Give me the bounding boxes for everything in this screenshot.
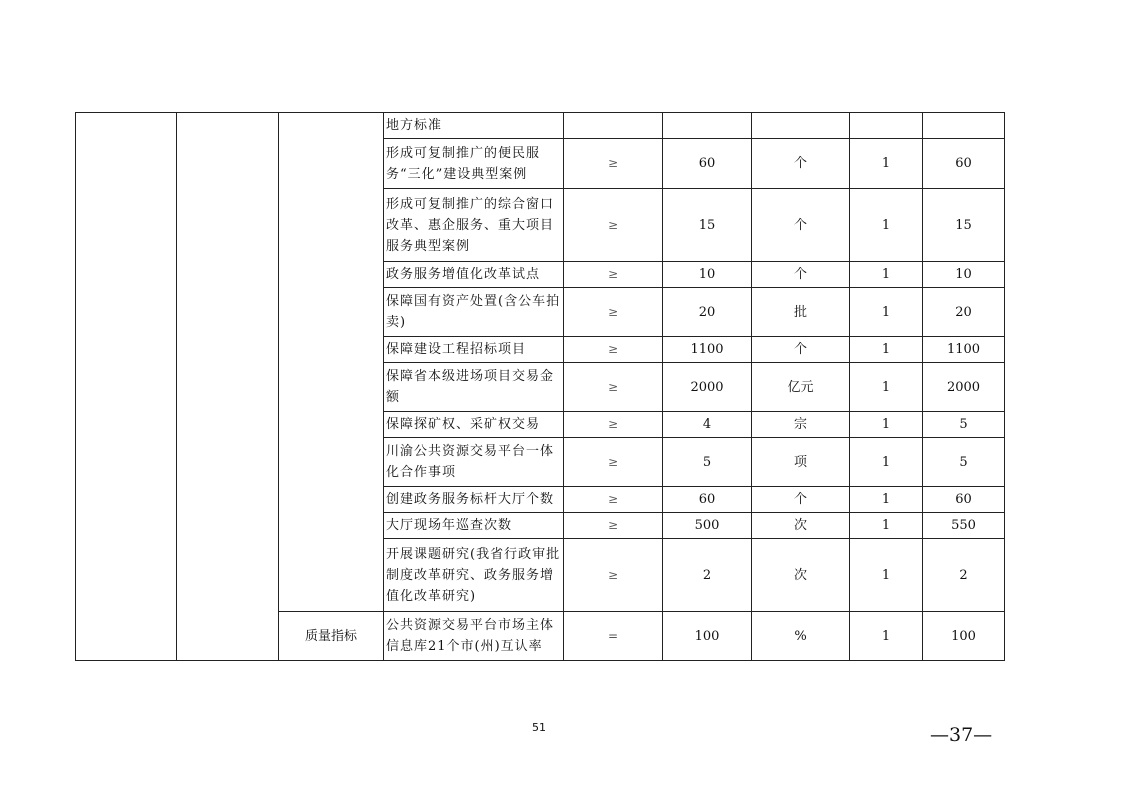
score: 5 <box>923 412 1005 438</box>
weight: 1 <box>850 363 923 412</box>
indicator-name: 形成可复制推广的综合窗口改革、惠企服务、重大项目服务典型案例 <box>384 189 564 262</box>
comparison-symbol: ≥ <box>564 337 663 363</box>
weight: 1 <box>850 139 923 189</box>
unit <box>752 113 850 139</box>
target-value: 2 <box>663 539 752 612</box>
unit: 次 <box>752 513 850 539</box>
weight: 1 <box>850 337 923 363</box>
unit: 项 <box>752 438 850 487</box>
page-number: 51 <box>532 721 546 734</box>
target-value: 2000 <box>663 363 752 412</box>
weight: 1 <box>850 189 923 262</box>
indicator-name: 保障国有资产处置(含公车拍 卖) <box>384 288 564 337</box>
unit: 个 <box>752 262 850 288</box>
weight: 1 <box>850 438 923 487</box>
indicator-table <box>75 112 1005 661</box>
score: 100 <box>923 612 1005 661</box>
score: 2000 <box>923 363 1005 412</box>
score: 1100 <box>923 337 1005 363</box>
target-value: 60 <box>663 139 752 189</box>
unit: 个 <box>752 139 850 189</box>
indicator-name: 大厅现场年巡查次数 <box>384 513 564 539</box>
blank-subcategory-cell <box>177 113 279 661</box>
score: 60 <box>923 139 1005 189</box>
comparison-symbol: ≥ <box>564 513 663 539</box>
comparison-symbol: ≥ <box>564 262 663 288</box>
target-value: 500 <box>663 513 752 539</box>
score: 10 <box>923 262 1005 288</box>
indicator-name: 川渝公共资源交易平台一体化合作事项 <box>384 438 564 487</box>
blank-indicator-type-cell <box>279 113 384 612</box>
weight: 1 <box>850 513 923 539</box>
unit: 个 <box>752 337 850 363</box>
blank-category-cell <box>76 113 177 661</box>
weight: 1 <box>850 539 923 612</box>
unit: 亿元 <box>752 363 850 412</box>
indicator-name: 保障建设工程招标项目 <box>384 337 564 363</box>
comparison-symbol <box>564 113 663 139</box>
target-value: 15 <box>663 189 752 262</box>
comparison-symbol: ≥ <box>564 288 663 337</box>
score: 15 <box>923 189 1005 262</box>
score: 60 <box>923 487 1005 513</box>
page-mark: —37— <box>930 724 993 746</box>
target-value: 1100 <box>663 337 752 363</box>
comparison-symbol: ≥ <box>564 539 663 612</box>
target-value <box>663 113 752 139</box>
score: 550 <box>923 513 1005 539</box>
target-value: 10 <box>663 262 752 288</box>
quality-indicator-label: 质量指标 <box>279 612 384 661</box>
target-value: 5 <box>663 438 752 487</box>
indicator-name: 形成可复制推广的便民服务“三化”建设典型案例 <box>384 139 564 189</box>
indicator-name: 公共资源交易平台市场主体信息库21个市(州)互认率 <box>384 612 564 661</box>
comparison-symbol: = <box>564 612 663 661</box>
indicator-name: 创建政务服务标杆大厅个数 <box>384 487 564 513</box>
unit: 个 <box>752 487 850 513</box>
target-value: 20 <box>663 288 752 337</box>
indicator-name: 地方标准 <box>384 113 564 139</box>
unit: 次 <box>752 539 850 612</box>
indicator-name: 保障省本级进场项目交易金额 <box>384 363 564 412</box>
indicator-name: 政务服务增值化改革试点 <box>384 262 564 288</box>
indicator-name: 保障探矿权、采矿权交易 <box>384 412 564 438</box>
comparison-symbol: ≥ <box>564 363 663 412</box>
weight: 1 <box>850 487 923 513</box>
score: 20 <box>923 288 1005 337</box>
unit: % <box>752 612 850 661</box>
unit: 宗 <box>752 412 850 438</box>
target-value: 60 <box>663 487 752 513</box>
score <box>923 113 1005 139</box>
weight: 1 <box>850 612 923 661</box>
comparison-symbol: ≥ <box>564 438 663 487</box>
target-value: 4 <box>663 412 752 438</box>
weight: 1 <box>850 262 923 288</box>
score: 5 <box>923 438 1005 487</box>
weight: 1 <box>850 412 923 438</box>
unit: 批 <box>752 288 850 337</box>
weight <box>850 113 923 139</box>
comparison-symbol: ≥ <box>564 139 663 189</box>
weight: 1 <box>850 288 923 337</box>
indicator-name: 开展课题研究(我省行政审批制度改革研究、政务服务增值化改革研究) <box>384 539 564 612</box>
comparison-symbol: ≥ <box>564 189 663 262</box>
unit: 个 <box>752 189 850 262</box>
score: 2 <box>923 539 1005 612</box>
target-value: 100 <box>663 612 752 661</box>
comparison-symbol: ≥ <box>564 487 663 513</box>
table-row <box>76 113 1005 139</box>
comparison-symbol: ≥ <box>564 412 663 438</box>
